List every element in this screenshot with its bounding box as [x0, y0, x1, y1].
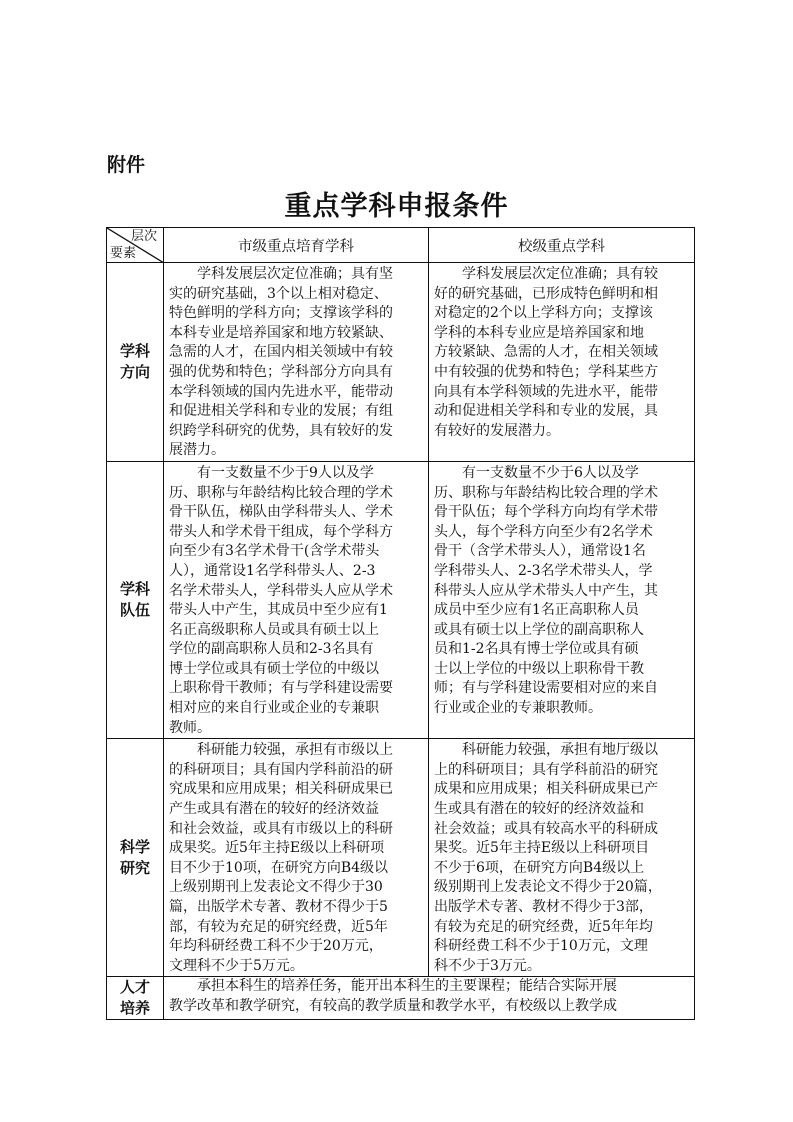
text-line: 学科发展层次定位准确；具有较	[434, 266, 658, 282]
text-line: 篇，出版学术专著、教材不得少于5	[169, 899, 388, 915]
row-label-line: 人才	[119, 978, 150, 997]
text-line: 科带头人应从学术带头人中产生，其	[434, 582, 658, 599]
text-line: 方较紧缺、急需的人才，在相关领域	[434, 344, 658, 361]
attachment-label: 附件	[107, 154, 146, 176]
text-line: 展潜力。	[169, 442, 225, 459]
table-row	[107, 739, 695, 977]
city-criteria-cell	[164, 461, 429, 738]
text-line: 上的科研项目；具有学科前沿的研究	[434, 761, 658, 778]
school-criteria-cell	[429, 461, 695, 738]
text-line: 上级别期刊上发表论文不得少于30	[169, 879, 383, 896]
text-line: 成果奖。近5年主持E级以上科研项	[169, 840, 385, 857]
text-line: 级别期刊上发表论文不得少于20篇，	[434, 879, 662, 896]
text-line: 上职称骨干教师；有与学科建设需要	[169, 680, 393, 697]
table-row	[107, 461, 695, 738]
row-label-line: 科学	[119, 837, 150, 856]
text-line: 博士学位或具有硕士学位的中级以	[169, 660, 379, 677]
text-line: 和社会效益，或具有市级以上的科研	[169, 820, 393, 837]
text-line: 文理科不少于5万元。	[169, 957, 304, 974]
row-label-line: 方向	[119, 362, 150, 381]
corner-cell	[107, 228, 164, 263]
text-line: 员和1-2名具有博士学位或具有硕	[434, 641, 639, 658]
text-line: 带头人中产生，其成员中至少应有1	[169, 602, 388, 619]
text-line: 目不少于10项，在研究方向B4级以	[169, 859, 389, 876]
text-line: 本学科领域的国内先进水平，能带动	[169, 383, 393, 400]
text-line: 动和促进相关学科和专业的发展，具	[434, 403, 658, 420]
text-line: 出版学术专著、教材不得少于3部，	[434, 899, 653, 915]
row-label	[107, 461, 164, 738]
corner-bottom-label: 要素	[110, 246, 137, 261]
text-line: 有较为充足的研究经费，近5年年均	[434, 918, 653, 935]
school-criteria-cell	[429, 263, 695, 462]
text-line: 社会效益；或具有较高水平的科研成	[434, 820, 658, 837]
text-line: 行业或企业的专兼职教师。	[434, 700, 602, 717]
text-line: 历、职称与年龄结构比较合理的学术	[169, 484, 393, 501]
table-row	[107, 263, 695, 462]
text-line: 相对应的来自行业或企业的专兼职	[169, 700, 379, 717]
text-line: 历、职称与年龄结构比较合理的学术	[434, 484, 658, 501]
text-line: 学位的副高职称人员和2-3名具有	[169, 641, 374, 658]
text-line: 中有较强的优势和特色；学科某些方	[434, 363, 658, 380]
text-line: 和促进相关学科和专业的发展；有组	[169, 403, 393, 420]
text-line: 名正高级职称人员或具有硕士以上	[169, 621, 379, 638]
text-line: 好的研究基础，已形成特色鲜明和相	[434, 285, 658, 302]
table-header-row	[107, 228, 695, 263]
text-line: 人），通常设1名学科带头人、2-3	[169, 562, 376, 579]
text-line: 特色鲜明的学科方向；支撑该学科的	[169, 305, 393, 322]
city-criteria-cell	[164, 263, 429, 462]
row-label-line: 学科	[119, 580, 150, 599]
text-line: 骨干（含学术带头人），通常设1名	[434, 543, 646, 560]
row-label-line: 队伍	[119, 601, 150, 620]
text-line: 学科带头人、2-3名学术带头人，学	[434, 562, 653, 579]
text-line: 织跨学科研究的优势，具有较好的发	[169, 422, 393, 439]
text-line: 骨干队伍；每个学科方向均有学术带	[434, 504, 658, 521]
text-line: 学科的本科专业应是培养国家和地	[434, 324, 644, 341]
text-line: 成果和应用成果；相关科研成果已产	[434, 781, 658, 798]
text-line: 本科专业是培养国家和地方较紧缺、	[169, 324, 393, 341]
row-label-line: 培养	[119, 999, 150, 1018]
row-label-line: 学科	[119, 341, 150, 360]
row-label	[107, 739, 164, 977]
text-line: 教师。	[169, 719, 211, 736]
text-line: 头人，每个学科方向至少有2名学术	[434, 523, 653, 540]
text-line: 承担本科生的培养任务，能开出本科生的主要课程；能结合实际开展	[169, 978, 617, 995]
table-row-talent	[107, 977, 695, 1020]
text-line: 有一支数量不少于9人以及学	[169, 464, 374, 481]
text-line: 科研能力较强，承担有市级以上	[169, 742, 393, 759]
page-title: 重点学科申报条件	[284, 191, 509, 222]
text-line: 科研能力较强，承担有地厅级以	[434, 742, 658, 759]
text-line: 学科发展层次定位准确；具有坚	[169, 266, 393, 282]
text-line: 不少于6项，在研究方向B4级以上	[434, 859, 645, 876]
text-line: 年均科研经费工科不少于20万元，	[169, 938, 383, 955]
text-line: 向至少有3名学术骨干(含学术带头	[169, 543, 380, 560]
column-header-city: 市级重点培育学科	[164, 228, 429, 263]
row-label-line: 研究	[119, 858, 150, 877]
text-line: 士以上学位的中级以上职称骨干教	[434, 660, 644, 677]
city-criteria-cell	[164, 739, 429, 977]
text-line: 强的优势和特色；学科部分方向具有	[169, 363, 393, 380]
text-line: 急需的人才，在国内相关领域中有较	[169, 344, 393, 361]
corner-top-label: 层次	[130, 229, 157, 244]
criteria-table	[106, 227, 695, 1020]
text-line: 有较好的发展潜力。	[434, 422, 560, 439]
row-label	[107, 263, 164, 462]
text-line: 部，有较为充足的研究经费，近5年	[169, 918, 388, 935]
text-line: 产生或具有潜在的较好的经济效益	[169, 801, 379, 818]
text-line: 科研经费工科不少于10万元，文理	[434, 938, 648, 955]
text-line: 实的研究基础，3个以上相对稳定、	[169, 285, 388, 302]
text-line: 或具有硕士以上学位的副高职称人	[434, 621, 644, 638]
text-line: 带头人和学术骨干组成，每个学科方	[169, 523, 393, 540]
text-line: 究成果和应用成果；相关科研成果已	[169, 781, 393, 798]
text-line: 名学术带头人，学科带头人应从学术	[169, 582, 393, 599]
text-line: 科不少于3万元。	[434, 957, 541, 974]
school-criteria-cell	[429, 739, 695, 977]
text-line: 向具有本学科领域的先进水平，能带	[434, 383, 658, 400]
row-label	[107, 977, 164, 1020]
text-line: 对稳定的2个以上学科方向；支撑该	[434, 305, 653, 322]
text-line: 教学改革和教学研究，有较高的教学质量和教学水平，有校级以上教学成	[169, 997, 617, 1014]
text-line: 生或具有潜在的较好的经济效益和	[434, 801, 644, 818]
text-line: 有一支数量不少于6人以及学	[434, 464, 639, 481]
column-header-school: 校级重点学科	[429, 228, 695, 263]
text-line: 的科研项目；具有国内学科前沿的研	[169, 761, 393, 778]
text-line: 果奖。近5年主持E级以上科研项目	[434, 840, 650, 857]
text-line: 骨干队伍，梯队由学科带头人、学术	[169, 504, 393, 521]
talent-criteria-cell	[164, 977, 695, 1020]
text-line: 师；有与学科建设需要相对应的来自	[434, 680, 658, 697]
text-line: 成员中至少应有1名正高职称人员	[434, 602, 639, 619]
